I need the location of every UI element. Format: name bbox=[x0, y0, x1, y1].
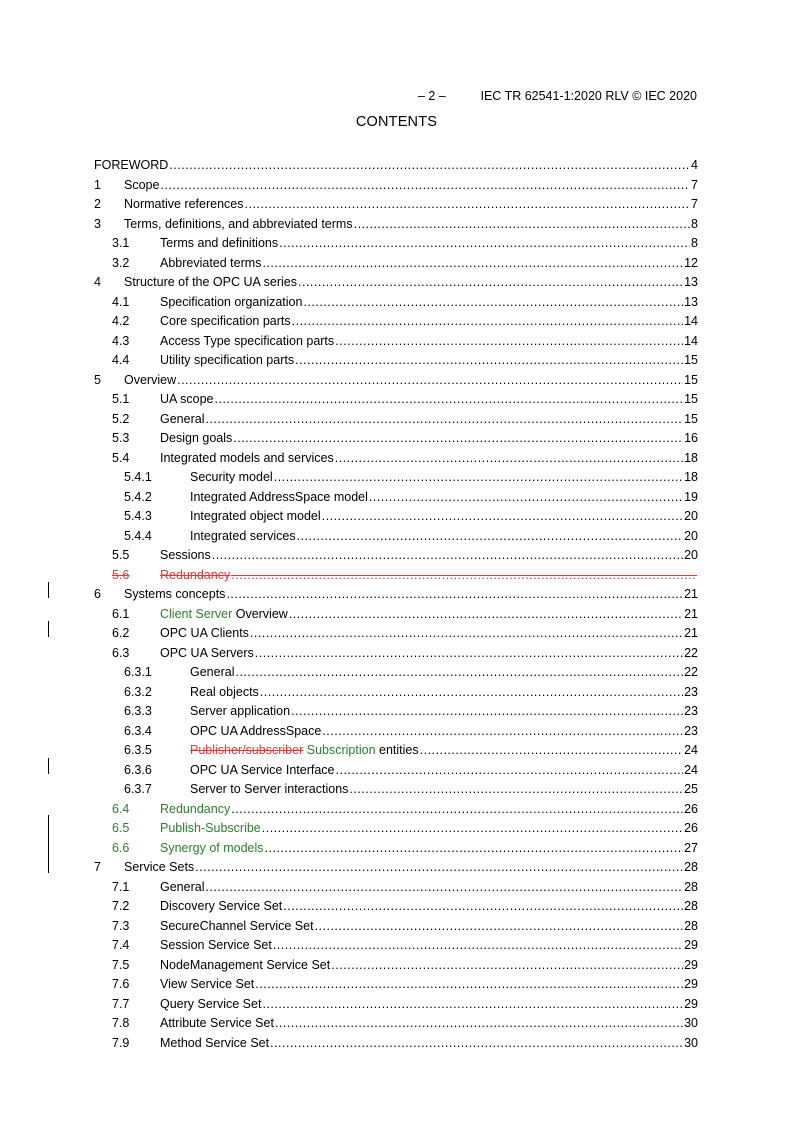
dot-leader bbox=[283, 897, 683, 917]
toc-entry-number: 5.4.2 bbox=[124, 489, 152, 504]
page-title: CONTENTS bbox=[355, 114, 438, 130]
toc-page-number: 8 bbox=[691, 236, 698, 250]
toc-text: Discovery Service Set bbox=[160, 899, 283, 913]
toc-entry-number: 6.3 bbox=[112, 645, 130, 660]
toc-entry[interactable] bbox=[94, 215, 698, 235]
toc-entry-number: 5.4.4 bbox=[124, 528, 152, 543]
toc-page-number: 13 bbox=[684, 275, 698, 289]
toc-page-number: 28 bbox=[684, 860, 698, 874]
toc-entry-number: 4.2 bbox=[112, 314, 130, 328]
toc-entry-number: 6 bbox=[94, 587, 101, 601]
toc-entry-title bbox=[124, 371, 176, 391]
toc-page-number: 22 bbox=[684, 665, 698, 679]
toc-text: OPC UA Clients bbox=[160, 626, 249, 640]
toc-page-number: 27 bbox=[684, 840, 698, 855]
toc-entry-title bbox=[190, 722, 321, 742]
toc-entry-title bbox=[190, 780, 348, 800]
toc-entry-number: 3.1 bbox=[112, 236, 130, 250]
dot-leader bbox=[226, 585, 683, 605]
toc-entry[interactable] bbox=[94, 293, 698, 313]
toc-page-number: 26 bbox=[684, 821, 698, 835]
toc-entry-number: 4.1 bbox=[112, 294, 130, 309]
toc-text: Overview bbox=[232, 606, 288, 621]
toc-page-number: 23 bbox=[684, 723, 698, 738]
dot-leader bbox=[255, 975, 683, 995]
toc-text: Access Type specification parts bbox=[160, 333, 335, 348]
toc-entry-number: 6.4 bbox=[112, 801, 130, 816]
toc-text: OPC UA AddressSpace bbox=[190, 723, 322, 738]
toc-page-number: 18 bbox=[684, 450, 698, 465]
toc-text: Normative references bbox=[124, 197, 244, 211]
dot-leader bbox=[265, 839, 684, 859]
toc-entry-number: 5.6 bbox=[112, 567, 130, 582]
toc-page-number: 21 bbox=[684, 626, 698, 640]
toc-text: Integrated services bbox=[190, 528, 296, 543]
toc-entry[interactable] bbox=[94, 858, 698, 878]
toc-entry[interactable] bbox=[94, 312, 698, 332]
toc-page-number: 7 bbox=[691, 177, 698, 192]
dot-leader bbox=[295, 351, 683, 371]
dot-leader bbox=[336, 761, 684, 781]
toc-entry[interactable] bbox=[94, 585, 698, 605]
toc-entry-number: 7 bbox=[94, 860, 101, 874]
toc-page-number: 29 bbox=[684, 938, 698, 952]
toc-text: Server application bbox=[190, 704, 291, 718]
toc-entry[interactable] bbox=[94, 254, 698, 274]
toc-entry-number: 7.8 bbox=[112, 1016, 130, 1030]
toc-entry-title bbox=[160, 546, 211, 566]
toc-entry-title bbox=[190, 702, 290, 722]
toc-entry[interactable] bbox=[94, 195, 698, 215]
toc-text: Service Sets bbox=[124, 860, 195, 874]
dot-leader bbox=[322, 722, 683, 742]
dot-leader bbox=[212, 546, 683, 566]
inserted-text: Publish-Subscribe bbox=[160, 821, 261, 835]
toc-entry-number: 4.3 bbox=[112, 333, 130, 348]
toc-entry-title bbox=[124, 195, 244, 215]
inserted-text: Redundancy bbox=[160, 801, 231, 816]
dot-leader bbox=[262, 254, 683, 274]
toc-entry-number: 7.1 bbox=[112, 879, 130, 894]
page-header bbox=[411, 75, 697, 103]
toc-entry-title bbox=[160, 312, 291, 332]
toc-page-number: 28 bbox=[684, 879, 698, 894]
dot-leader bbox=[274, 468, 683, 488]
dot-leader bbox=[169, 156, 690, 176]
toc-text: Terms, definitions, and abbreviated terms bbox=[124, 216, 353, 231]
toc-page-number: 12 bbox=[684, 255, 698, 270]
dot-leader bbox=[273, 936, 683, 956]
inserted-text: Synergy of models bbox=[160, 840, 264, 855]
dot-leader bbox=[303, 293, 683, 313]
toc-text: Method Service Set bbox=[160, 1035, 270, 1050]
toc-page-number: 26 bbox=[684, 801, 698, 816]
toc-entry-number: 5.4 bbox=[112, 450, 130, 465]
toc-entry[interactable] bbox=[94, 702, 698, 722]
toc-entry-title bbox=[160, 254, 261, 274]
toc-entry[interactable] bbox=[94, 176, 698, 196]
toc-entry-title bbox=[160, 566, 230, 586]
toc-entry-number: 5.5 bbox=[112, 548, 130, 562]
dot-leader bbox=[279, 234, 690, 254]
inserted-text: Client Server bbox=[160, 606, 233, 621]
toc-entry[interactable] bbox=[94, 975, 698, 995]
toc-entry-title bbox=[160, 332, 334, 352]
toc-text: OPC UA Servers bbox=[160, 645, 254, 660]
toc-page-number: 28 bbox=[684, 899, 698, 913]
toc-entry-title bbox=[190, 507, 321, 527]
toc-text: Security model bbox=[190, 470, 273, 484]
toc-entry-number: 4 bbox=[94, 275, 101, 289]
dot-leader bbox=[292, 312, 683, 332]
toc-entry-title bbox=[160, 917, 314, 937]
change-bar bbox=[48, 582, 49, 598]
dot-leader bbox=[235, 663, 683, 683]
toc-page-number: 29 bbox=[684, 957, 698, 972]
toc-entry-number: 7.7 bbox=[112, 996, 130, 1011]
toc-entry-number: 4.4 bbox=[112, 353, 130, 367]
change-bar bbox=[48, 758, 49, 774]
toc-entry-title bbox=[160, 293, 302, 313]
toc-entry-title bbox=[190, 527, 296, 547]
toc-page-number: 16 bbox=[684, 431, 698, 445]
toc-entry-number: 2 bbox=[94, 197, 101, 211]
toc-entry-title bbox=[160, 800, 230, 820]
toc-entry-number: 7.6 bbox=[112, 977, 130, 991]
toc-text: FOREWORD bbox=[94, 158, 169, 172]
toc-text: View Service Set bbox=[160, 977, 255, 991]
toc-page-number: 23 bbox=[684, 684, 698, 699]
dot-leader bbox=[231, 800, 683, 820]
toc-text: Core specification parts bbox=[160, 314, 291, 328]
toc-entry-title bbox=[160, 936, 272, 956]
dot-leader bbox=[275, 1014, 683, 1034]
dot-leader bbox=[262, 819, 683, 839]
dot-leader bbox=[335, 332, 683, 352]
toc-page-number: 13 bbox=[684, 294, 698, 309]
toc-entry-number: 6.3.3 bbox=[124, 704, 152, 718]
toc-entry[interactable] bbox=[94, 390, 698, 410]
toc-entry[interactable] bbox=[94, 839, 698, 859]
toc-entry-number: 5.4.3 bbox=[124, 509, 152, 523]
deleted-text: Publisher/subscriber bbox=[190, 743, 304, 757]
toc-entry-number: 7.3 bbox=[112, 918, 130, 933]
toc-entry-title bbox=[160, 975, 254, 995]
toc-entry-number: 7.4 bbox=[112, 938, 130, 952]
dot-leader bbox=[231, 566, 697, 586]
toc-text: General bbox=[160, 411, 205, 426]
dot-leader bbox=[270, 1034, 683, 1054]
toc-entry-title bbox=[160, 351, 294, 371]
toc-entry-title bbox=[190, 468, 273, 488]
toc-entry-title bbox=[160, 897, 282, 917]
toc-text: Integrated object model bbox=[190, 509, 321, 523]
toc-entry[interactable] bbox=[94, 234, 698, 254]
toc-entry[interactable] bbox=[94, 624, 698, 644]
toc-entry-number: 6.3.2 bbox=[124, 684, 152, 699]
toc-page-number: 14 bbox=[684, 333, 698, 348]
dot-leader bbox=[205, 410, 683, 430]
toc-page-number: 21 bbox=[684, 606, 698, 621]
toc-entry[interactable] bbox=[94, 566, 698, 586]
toc-entry-number: 1 bbox=[94, 177, 101, 192]
toc-text: UA scope bbox=[160, 392, 214, 406]
toc-page-number: 14 bbox=[684, 314, 698, 328]
toc-text: entities bbox=[375, 743, 419, 757]
toc-entry-title bbox=[160, 449, 334, 469]
toc-entry-number: 6.3.1 bbox=[124, 665, 152, 679]
toc-entry-number: 7.5 bbox=[112, 957, 130, 972]
toc-entry-title bbox=[160, 605, 288, 625]
deleted-text: Redundancy bbox=[160, 567, 231, 582]
toc-text: Sessions bbox=[160, 548, 211, 562]
toc-entry[interactable] bbox=[94, 800, 698, 820]
change-bar bbox=[48, 815, 49, 873]
toc-entry-title bbox=[124, 858, 194, 878]
toc-entry-title bbox=[160, 839, 264, 859]
toc-page-number: 15 bbox=[684, 353, 698, 367]
toc-entry[interactable] bbox=[94, 897, 698, 917]
toc-entry-title bbox=[160, 644, 254, 664]
toc-text: Terms and definitions bbox=[160, 236, 279, 250]
dot-leader bbox=[233, 429, 683, 449]
toc-entry[interactable] bbox=[94, 449, 698, 469]
dot-leader bbox=[349, 780, 683, 800]
dot-leader bbox=[289, 605, 683, 625]
toc-page-number: 18 bbox=[684, 470, 698, 484]
toc-entry[interactable] bbox=[94, 683, 698, 703]
toc-entry-title bbox=[160, 234, 278, 254]
dot-leader bbox=[262, 995, 683, 1015]
toc-entry[interactable] bbox=[94, 644, 698, 664]
toc-entry-number: 3 bbox=[94, 216, 101, 231]
toc-entry-number: 5 bbox=[94, 372, 101, 387]
toc-page-number: 28 bbox=[684, 918, 698, 933]
toc-entry-number: 3.2 bbox=[112, 255, 130, 270]
header-document-id: IEC TR 62541-1:2020 RLV © IEC 2020 bbox=[480, 89, 697, 103]
toc-entry-number: 6.3.7 bbox=[124, 782, 152, 796]
dot-leader bbox=[215, 390, 684, 410]
toc-text: Abbreviated terms bbox=[160, 255, 262, 270]
dot-leader bbox=[245, 195, 691, 215]
toc-entry-title bbox=[94, 156, 168, 176]
toc-entry[interactable] bbox=[94, 1014, 698, 1034]
toc-entry-title bbox=[160, 624, 249, 644]
toc-text: Systems concepts bbox=[124, 587, 226, 601]
dot-leader bbox=[250, 624, 683, 644]
toc-entry-number: 7.2 bbox=[112, 899, 130, 913]
toc-page-number: 4 bbox=[691, 158, 698, 172]
toc-entry[interactable] bbox=[94, 156, 698, 176]
dot-leader bbox=[331, 956, 683, 976]
dot-leader bbox=[335, 449, 683, 469]
toc-page-number: 30 bbox=[684, 1016, 698, 1030]
toc-page-number: 24 bbox=[684, 743, 698, 757]
toc-text: NodeManagement Service Set bbox=[160, 957, 331, 972]
toc-entry-number: 6.3.5 bbox=[124, 743, 152, 757]
toc-entry[interactable] bbox=[94, 429, 698, 449]
toc-entry-number: 6.2 bbox=[112, 626, 130, 640]
dot-leader bbox=[291, 702, 683, 722]
toc-text: Attribute Service Set bbox=[160, 1016, 274, 1030]
toc-text: Structure of the OPC UA series bbox=[124, 275, 297, 289]
toc-text: Design goals bbox=[160, 431, 233, 445]
dot-leader bbox=[195, 858, 683, 878]
toc-entry-title bbox=[160, 410, 204, 430]
toc-entry-title bbox=[160, 429, 232, 449]
toc-text: OPC UA Service Interface bbox=[190, 762, 335, 777]
toc-text: Session Service Set bbox=[160, 938, 272, 952]
dot-leader bbox=[354, 215, 690, 235]
toc-entry[interactable] bbox=[94, 995, 698, 1015]
toc-entry-title bbox=[160, 956, 330, 976]
toc-entry-number: 6.6 bbox=[112, 840, 130, 855]
dot-leader bbox=[177, 371, 683, 391]
toc-page-number: 15 bbox=[684, 411, 698, 426]
toc-page-number: 20 bbox=[684, 528, 698, 543]
toc-entry[interactable] bbox=[94, 527, 698, 547]
dot-leader bbox=[420, 741, 683, 761]
toc-entry[interactable] bbox=[94, 917, 698, 937]
dot-leader bbox=[298, 273, 683, 293]
toc-entry[interactable] bbox=[94, 332, 698, 352]
dot-leader bbox=[255, 644, 683, 664]
toc-entry[interactable] bbox=[94, 410, 698, 430]
toc-entry[interactable] bbox=[94, 546, 698, 566]
table-of-contents bbox=[94, 156, 698, 1053]
toc-page-number: 30 bbox=[684, 1035, 698, 1050]
toc-page-number: 22 bbox=[684, 645, 698, 660]
toc-text: Integrated AddressSpace model bbox=[190, 489, 368, 504]
toc-text: Query Service Set bbox=[160, 996, 262, 1011]
toc-text: Overview bbox=[124, 372, 177, 387]
toc-entry[interactable] bbox=[94, 371, 698, 391]
toc-entry[interactable] bbox=[94, 351, 698, 371]
toc-entry[interactable] bbox=[94, 878, 698, 898]
toc-page-number: 15 bbox=[684, 372, 698, 387]
toc-page-number: 20 bbox=[684, 509, 698, 523]
toc-entry[interactable] bbox=[94, 936, 698, 956]
toc-page-number: 8 bbox=[691, 216, 698, 231]
dot-leader bbox=[205, 878, 683, 898]
toc-entry-title bbox=[124, 585, 225, 605]
toc-page-number: 23 bbox=[684, 704, 698, 718]
toc-entry-number: 5.4.1 bbox=[124, 470, 152, 484]
toc-entry-number: 5.2 bbox=[112, 411, 130, 426]
toc-entry[interactable] bbox=[94, 273, 698, 293]
toc-entry-title bbox=[190, 761, 335, 781]
toc-entry[interactable] bbox=[94, 1034, 698, 1054]
toc-entry-title bbox=[160, 995, 261, 1015]
toc-entry-number: 5.3 bbox=[112, 431, 130, 445]
toc-entry-number: 6.1 bbox=[112, 606, 130, 621]
toc-entry-title bbox=[190, 741, 419, 761]
toc-entry-number: 6.3.6 bbox=[124, 762, 152, 777]
toc-text: Real objects bbox=[190, 684, 259, 699]
toc-text: Integrated models and services bbox=[160, 450, 334, 465]
toc-entry-title bbox=[190, 683, 259, 703]
dot-leader bbox=[297, 527, 683, 547]
toc-entry-number: 5.1 bbox=[112, 392, 130, 406]
toc-entry[interactable] bbox=[94, 780, 698, 800]
dot-leader bbox=[160, 176, 690, 196]
toc-page-number: 24 bbox=[684, 762, 698, 777]
toc-text: Scope bbox=[124, 177, 160, 192]
toc-entry[interactable] bbox=[94, 605, 698, 625]
toc-entry-number: 7.9 bbox=[112, 1035, 130, 1050]
toc-page-number: 25 bbox=[684, 782, 698, 796]
change-bar bbox=[48, 621, 49, 637]
toc-entry-number: 6.5 bbox=[112, 821, 130, 835]
dot-leader bbox=[322, 507, 683, 527]
toc-page-number: 19 bbox=[684, 489, 698, 504]
toc-entry[interactable] bbox=[94, 956, 698, 976]
toc-text: Specification organization bbox=[160, 294, 303, 309]
toc-entry[interactable] bbox=[94, 761, 698, 781]
toc-page-number: 29 bbox=[684, 996, 698, 1011]
dot-leader bbox=[369, 488, 683, 508]
toc-text: General bbox=[190, 665, 235, 679]
toc-entry-title bbox=[190, 663, 234, 683]
toc-entry-title bbox=[124, 273, 297, 293]
toc-text: General bbox=[160, 879, 205, 894]
toc-entry-title bbox=[160, 878, 204, 898]
toc-entry[interactable] bbox=[94, 507, 698, 527]
toc-entry-title bbox=[160, 390, 214, 410]
toc-page-number: 15 bbox=[684, 392, 698, 406]
inserted-text: Subscription bbox=[306, 743, 376, 757]
toc-entry-title bbox=[160, 1014, 274, 1034]
toc-page-number: 20 bbox=[684, 548, 698, 562]
toc-entry[interactable] bbox=[94, 468, 698, 488]
toc-page-number: 29 bbox=[684, 977, 698, 991]
toc-text: Server to Server interactions bbox=[190, 782, 349, 796]
toc-entry[interactable] bbox=[94, 663, 698, 683]
dot-leader bbox=[315, 917, 684, 937]
toc-text: SecureChannel Service Set bbox=[160, 918, 314, 933]
toc-entry-title bbox=[124, 176, 159, 196]
toc-page-number: 7 bbox=[691, 197, 698, 211]
toc-entry-title bbox=[160, 819, 261, 839]
toc-entry-title bbox=[124, 215, 353, 235]
dot-leader bbox=[260, 683, 683, 703]
toc-text: Utility specification parts bbox=[160, 353, 295, 367]
toc-entry[interactable] bbox=[94, 741, 698, 761]
toc-entry[interactable] bbox=[94, 819, 698, 839]
toc-entry-title bbox=[190, 488, 368, 508]
toc-entry[interactable] bbox=[94, 722, 698, 742]
toc-entry[interactable] bbox=[94, 488, 698, 508]
toc-page-number: 21 bbox=[684, 587, 698, 601]
header-page-number: – 2 – bbox=[417, 89, 446, 103]
toc-entry-number: 6.3.4 bbox=[124, 723, 152, 738]
toc-entry-title bbox=[160, 1034, 269, 1054]
